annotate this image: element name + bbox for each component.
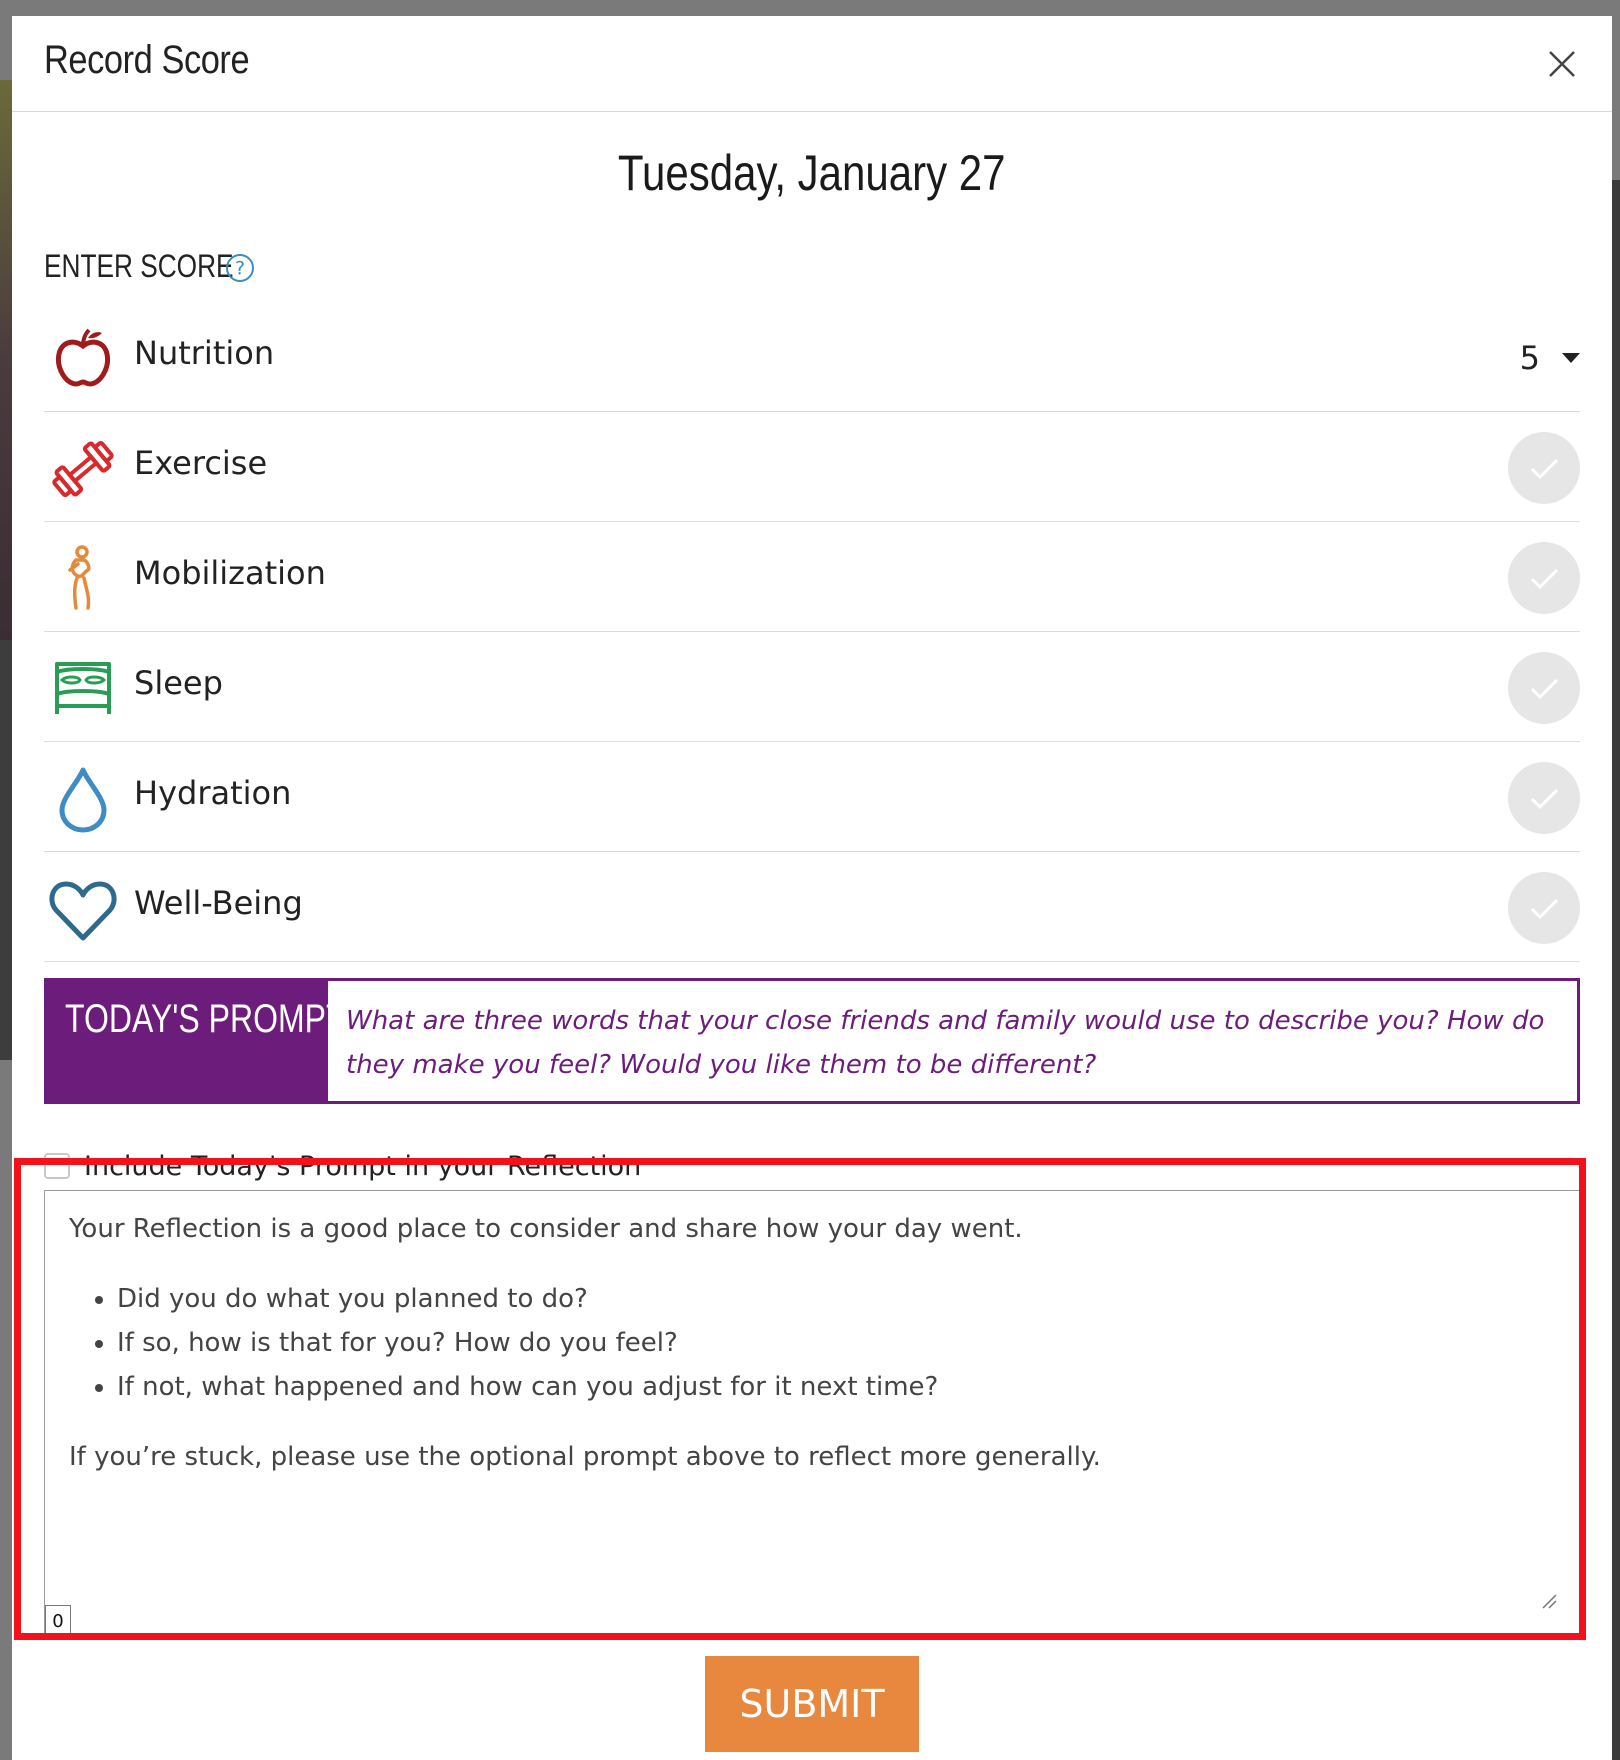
bed-icon <box>48 654 118 724</box>
character-counter: 0 <box>45 1605 71 1639</box>
todays-prompt-box <box>44 978 1580 1104</box>
score-label-nutrition: Nutrition <box>134 334 275 372</box>
score-row-nutrition <box>44 302 1580 412</box>
well-being-check-button[interactable] <box>1508 872 1580 944</box>
reflection-bullet: • Did you do what you planned to do? <box>117 1277 1555 1321</box>
checkmark-icon <box>1524 778 1564 818</box>
background-app-right-edge <box>1612 180 1620 1760</box>
score-label-well-being: Well-Being <box>134 884 303 922</box>
heart-icon <box>48 874 118 944</box>
apple-icon <box>48 324 118 394</box>
question-circle-icon[interactable] <box>224 252 256 284</box>
stretching-person-icon <box>48 544 118 614</box>
reflection-bullet: • If not, what happened and how can you adjust for it next time? <box>117 1365 1555 1409</box>
checkmark-icon <box>1524 668 1564 708</box>
nutrition-score-select[interactable] <box>1520 338 1580 378</box>
score-label-hydration: Hydration <box>134 774 292 812</box>
include-prompt-label[interactable]: Include Today's Prompt in your Reflection <box>84 1150 642 1182</box>
todays-prompt-label-text: TODAY'S PROMPT <box>65 997 346 1041</box>
date-heading <box>12 144 1612 202</box>
score-list <box>44 302 1580 962</box>
reflection-highlight-frame <box>14 1158 1586 1640</box>
score-label-sleep: Sleep <box>134 664 223 702</box>
score-row-well-being <box>44 852 1580 962</box>
svg-text:?: ? <box>234 257 246 280</box>
todays-prompt-text: What are three words that your close friends and family would use to describe you? How do they make you feel? Would you like them to be different? <box>346 1006 1545 1080</box>
todays-prompt-label <box>47 981 346 1101</box>
enter-score-heading: ENTER SCORE <box>44 248 234 284</box>
exercise-check-button[interactable] <box>1508 432 1580 504</box>
checkmark-icon <box>1524 448 1564 488</box>
submit-button[interactable]: SUBMIT <box>705 1656 919 1752</box>
reflection-outro: If you’re stuck, please use the optional prompt above to reflect more generally. <box>69 1442 1101 1472</box>
dumbbell-icon <box>48 434 118 504</box>
score-row-exercise <box>44 412 1580 522</box>
checkmark-icon <box>1524 888 1564 928</box>
modal-title: Record Score <box>44 38 250 82</box>
reflection-intro: Your Reflection is a good place to consider and share how your day went. <box>69 1214 1023 1244</box>
close-icon <box>1544 46 1580 82</box>
mobilization-check-button[interactable] <box>1508 542 1580 614</box>
date-heading-text: Tuesday, January 27 <box>618 145 1006 201</box>
score-row-mobilization <box>44 522 1580 632</box>
score-row-sleep <box>44 632 1580 742</box>
sleep-check-button[interactable] <box>1508 652 1580 724</box>
reflection-bullet: • If so, how is that for you? How do you feel? <box>117 1321 1555 1365</box>
score-label-mobilization: Mobilization <box>134 554 326 592</box>
modal-header <box>12 16 1612 112</box>
caret-down-icon <box>1562 353 1580 363</box>
close-button[interactable] <box>1544 46 1580 82</box>
nutrition-score-value: 5 <box>1519 339 1540 377</box>
checkmark-icon <box>1524 558 1564 598</box>
score-label-exercise: Exercise <box>134 444 268 482</box>
score-row-hydration <box>44 742 1580 852</box>
hydration-check-button[interactable] <box>1508 762 1580 834</box>
water-drop-icon <box>48 764 118 834</box>
